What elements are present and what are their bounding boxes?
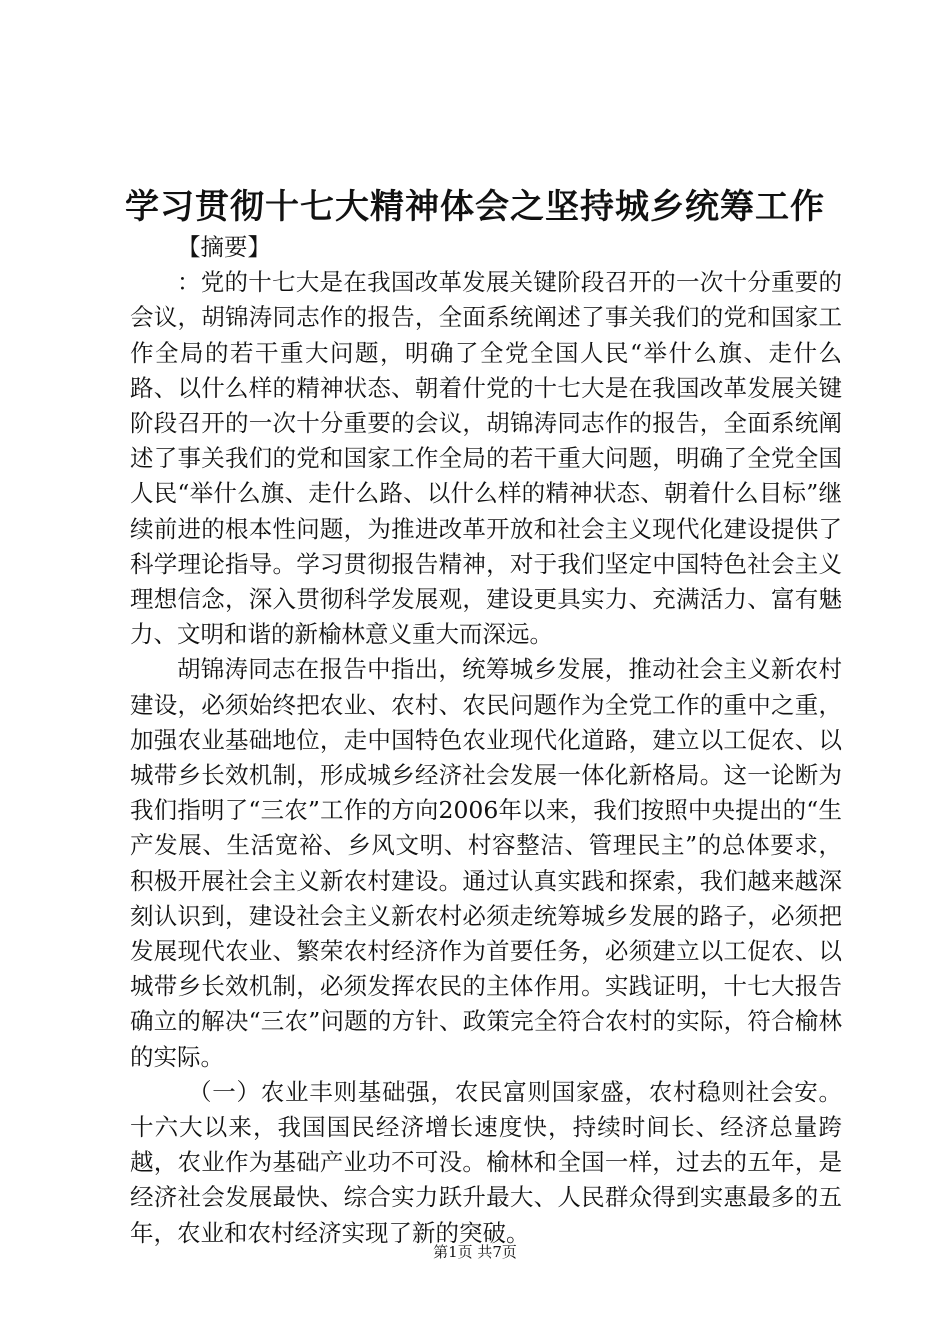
document-body [130,230,842,1251]
paragraph-2: 胡锦涛同志在报告中指出，统筹城乡发展，推动社会主义新农村建设，必须始终把农业、农村、农民问题作为全党工作的重中之重，加强农业基础地位，走中国特色农业现代化道路，建立以工促农、以城带乡长效机制，形成城乡经济社会发展一体化新格局。这一论断为我们指明了“三农”工作的方向2006年以来，我们按照中央提出的“生产发展、生活宽裕、乡风文明、村容整洁、管理民主”的总体要求，积极开展社会主义新农村建设。通过认真实践和探索，我们越来越深刻认识到，建设社会主义新农村必须走统筹城乡发展的路子，必须把发展现代农业、繁荣农村经济作为首要任务，必须建立以工促农、以城带乡长效机制，必须发挥农民的主体作用。实践证明，十七大报告确立的解决“三农”问题的方针、政策完全符合农村的实际，符合榆林的实际。 [130,655,842,1071]
abstract-label: 【摘要】 [177,233,271,261]
paragraph-1: ：党的十七大是在我国改革发展关键阶段召开的一次十分重要的会议，胡锦涛同志作的报告，全面系统阐述了事关我们的党和国家工作全局的若干重大问题，明确了全党全国人民“举什么旗、走什么路、以什么样的精神状态、朝着什党的十七大是在我国改革发展关键阶段召开的一次十分重要的会议，胡锦涛同志作的报告，全面系统阐述了事关我们的党和国家工作全局的若干重大问题，明确了全党全国人民“举什么旗、走什么路、以什么样的精神状态、朝着什么目标”继续前进的根本性问题，为推进改革开放和社会主义现代化建设提供了科学理论指导。学习贯彻报告精神，对于我们坚定中国特色社会主义理想信念，深入贯彻科学发展观，建设更具实力、充满活力、富有魅力、文明和谐的新榆林意义重大而深远。 [130,268,842,649]
paragraph-3: （一）农业丰则基础强，农民富则国家盛，农村稳则社会安。十六大以来，我国国民经济增长速度快，持续时间长、经济总量跨越，农业作为基础产业功不可没。榆林和全国一样，过去的五年，是经济社会发展最快、综合实力跃升最大、人民群众得到实惠最多的五年，农业和农村经济实现了新的突破。 [130,1077,842,1247]
page-footer: 第1页 共7页 [433,1243,517,1261]
page-title: 学习贯彻十七大精神体会之坚持城乡统筹工作 [125,187,825,227]
